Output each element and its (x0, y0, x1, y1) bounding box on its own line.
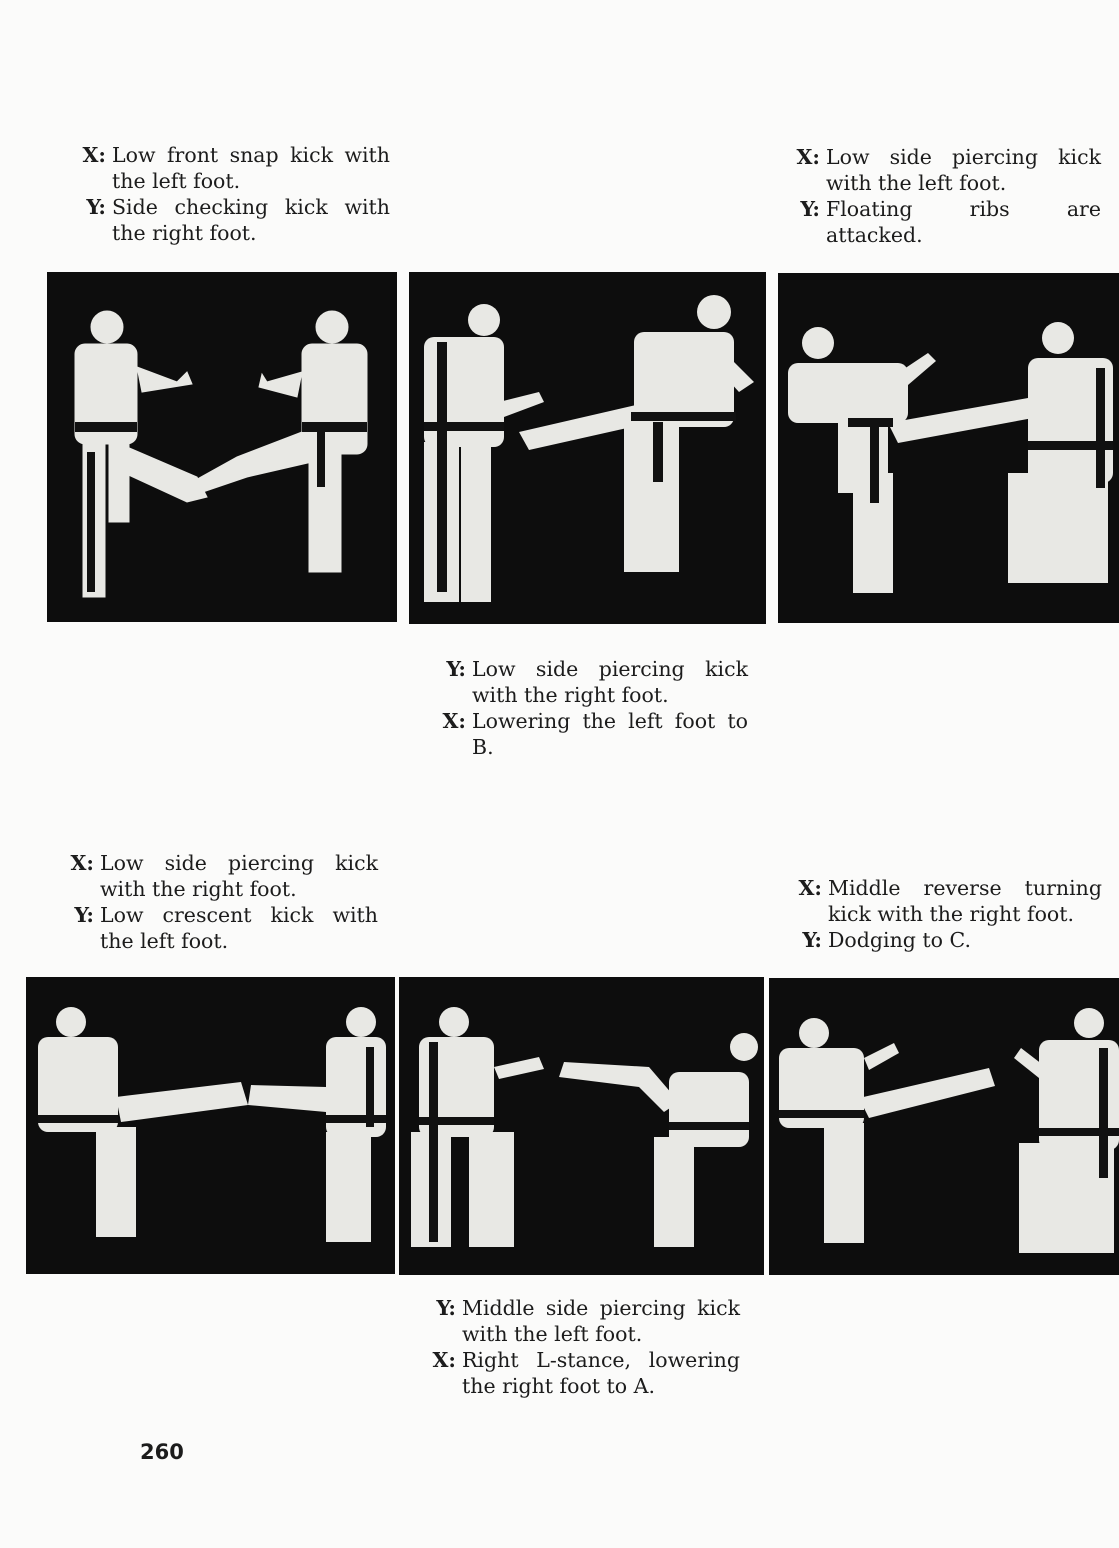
speaker-label: Y: (446, 657, 466, 681)
speaker-label: X: (798, 876, 822, 900)
caption-4 (60, 851, 378, 955)
speaker-label: X: (796, 145, 820, 169)
caption-1 (72, 143, 390, 247)
caption-text: Low side piercing kick with the left foot. (826, 145, 1101, 195)
speaker-label: Y: (800, 197, 820, 221)
page-number: 260 (140, 1440, 184, 1464)
speaker-label: Y: (802, 928, 822, 952)
photo-1 (47, 272, 397, 622)
caption-2 (786, 145, 1101, 249)
speaker-label: X: (70, 851, 94, 875)
caption-text: Low side piercing kick with the right foot. (100, 851, 378, 901)
caption-text: Right L-stance, lowering the right foot to A. (462, 1348, 740, 1398)
caption-text: Low front snap kick with the left foot. (112, 143, 390, 193)
caption-text: Low side piercing kick with the right foot. (472, 657, 748, 707)
caption-text: Dodging to C. (828, 928, 971, 952)
caption-6 (422, 1296, 740, 1400)
caption-text: Lowering the left foot to B. (472, 709, 748, 759)
speaker-label: Y: (74, 903, 94, 927)
photo-5 (399, 977, 764, 1275)
photo-2 (409, 272, 766, 624)
speaker-label: Y: (436, 1296, 456, 1320)
photo-3 (778, 273, 1119, 623)
speaker-label: X: (82, 143, 106, 167)
caption-text: Low crescent kick with the left foot. (100, 903, 378, 953)
caption-text: Floating ribs are attacked. (826, 197, 1101, 247)
speaker-label: X: (432, 1348, 456, 1372)
caption-3 (432, 657, 748, 761)
caption-text: Middle reverse turning kick with the right foot. (828, 876, 1102, 926)
caption-5 (788, 876, 1102, 955)
photo-6 (769, 978, 1119, 1275)
speaker-label: X: (442, 709, 466, 733)
caption-text: Middle side piercing kick with the left foot. (462, 1296, 740, 1346)
photo-4 (26, 977, 395, 1274)
speaker-label: Y: (86, 195, 106, 219)
caption-text: Side checking kick with the right foot. (112, 195, 390, 245)
